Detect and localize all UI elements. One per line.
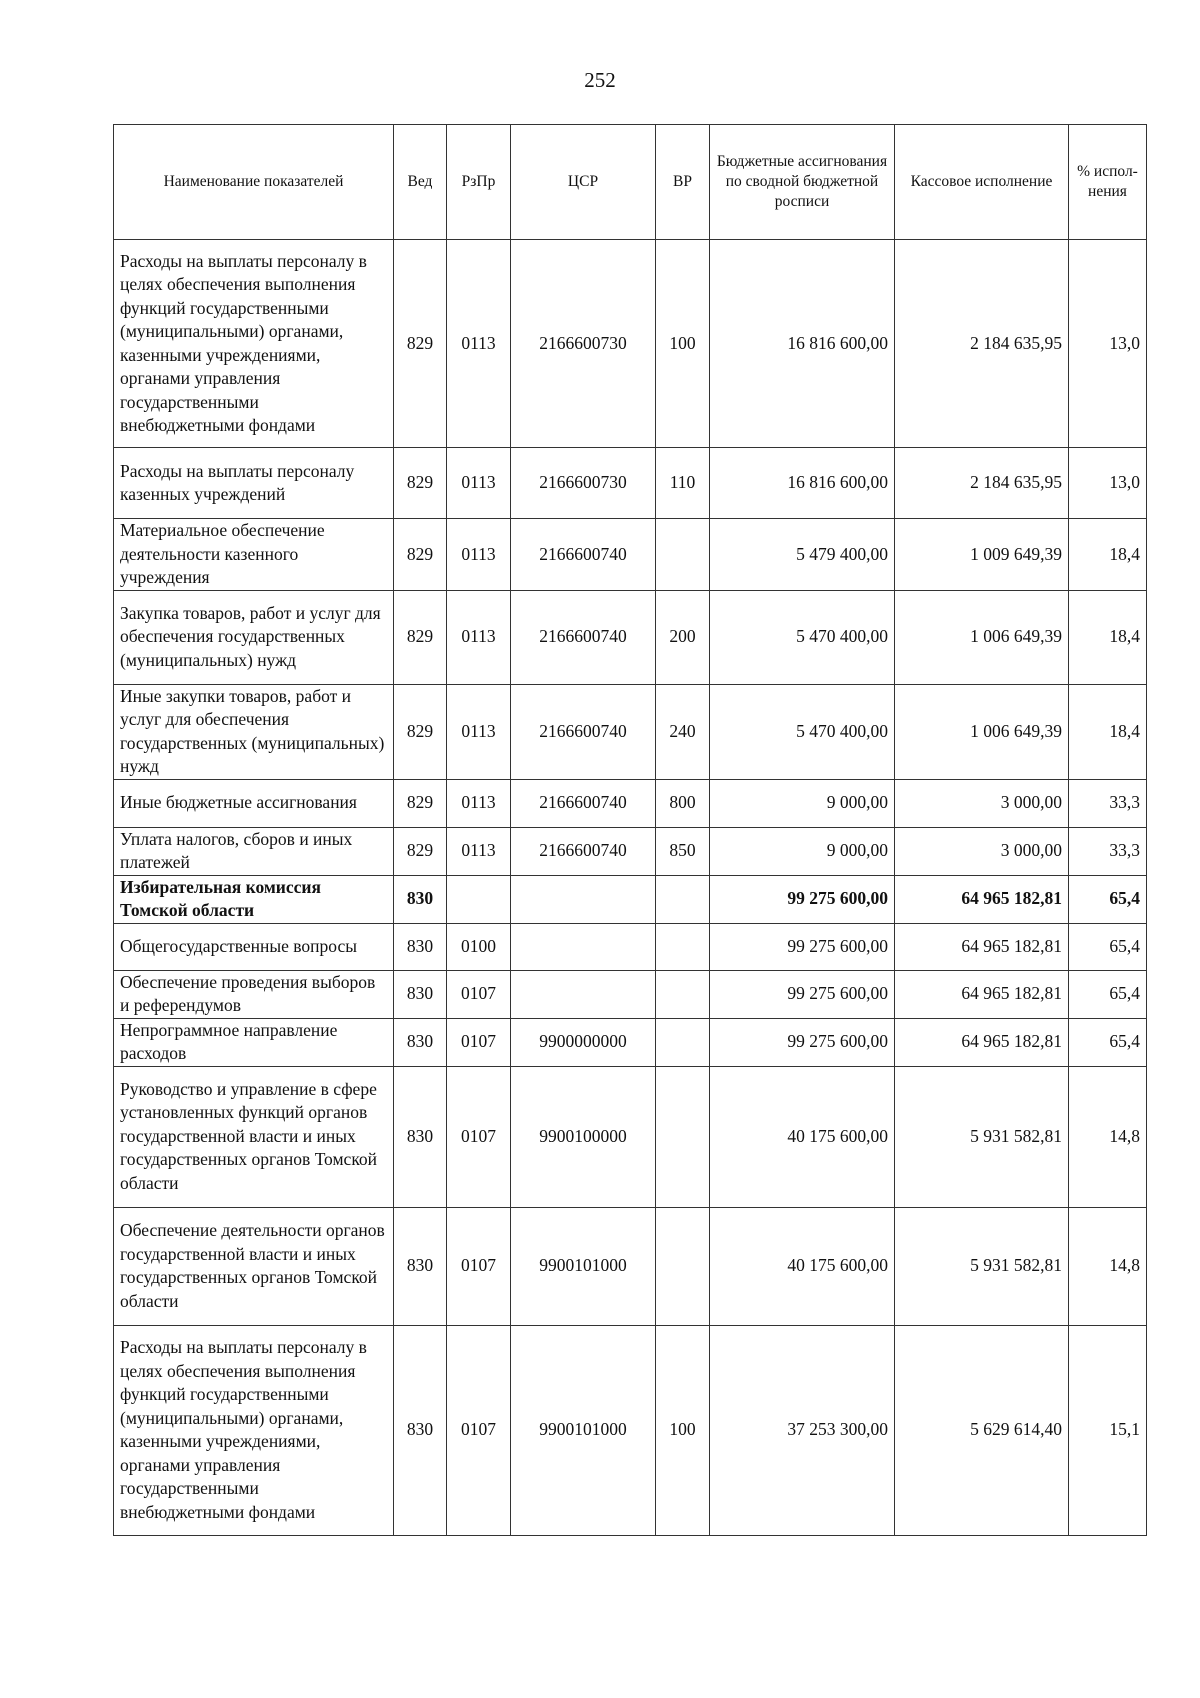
cell-allocation: 16 816 600,00	[710, 448, 895, 519]
cell-allocation: 5 470 400,00	[710, 684, 895, 779]
cell-vr	[656, 970, 710, 1018]
cell-name: Обеспечение деятельности органов государственной власти и иных государственных органов Томской области	[114, 1207, 394, 1325]
cell-rzpr	[447, 875, 511, 923]
cell-ved: 830	[394, 923, 447, 970]
cell-rzpr: 0113	[447, 827, 511, 875]
cell-vr: 110	[656, 448, 710, 519]
table-row	[114, 875, 1147, 923]
cell-csr: 9900101000	[511, 1325, 656, 1535]
cell-vr: 800	[656, 779, 710, 827]
cell-allocation: 40 175 600,00	[710, 1207, 895, 1325]
cell-execution-percent: 33,3	[1069, 779, 1147, 827]
cell-ved: 829	[394, 448, 447, 519]
cell-name: Закупка товаров, работ и услуг для обеспечения государственных (муниципальных) нужд	[114, 590, 394, 684]
cell-cash-execution: 2 184 635,95	[895, 240, 1069, 448]
cell-vr: 100	[656, 240, 710, 448]
cell-cash-execution: 64 965 182,81	[895, 1018, 1069, 1066]
cell-vr: 240	[656, 684, 710, 779]
cell-ved: 830	[394, 1325, 447, 1535]
table-row	[114, 779, 1147, 827]
table-row	[114, 923, 1147, 970]
table-row	[114, 519, 1147, 591]
cell-ved: 830	[394, 970, 447, 1018]
cell-ved: 830	[394, 1066, 447, 1207]
cell-execution-percent: 65,4	[1069, 970, 1147, 1018]
cell-ved: 829	[394, 827, 447, 875]
cell-allocation: 9 000,00	[710, 779, 895, 827]
cell-vr	[656, 923, 710, 970]
cell-execution-percent: 15,1	[1069, 1325, 1147, 1535]
cell-cash-execution: 3 000,00	[895, 827, 1069, 875]
cell-cash-execution: 64 965 182,81	[895, 875, 1069, 923]
header-execution-percent: % испол-нения	[1069, 125, 1147, 240]
cell-csr	[511, 970, 656, 1018]
cell-rzpr: 0113	[447, 519, 511, 591]
cell-rzpr: 0113	[447, 684, 511, 779]
cell-rzpr: 0107	[447, 1066, 511, 1207]
cell-execution-percent: 13,0	[1069, 240, 1147, 448]
header-ved: Вед	[394, 125, 447, 240]
cell-name: Обеспечение проведения выборов и референдумов	[114, 970, 394, 1018]
cell-rzpr: 0100	[447, 923, 511, 970]
cell-csr: 2166600730	[511, 240, 656, 448]
table-row	[114, 1325, 1147, 1535]
cell-csr: 2166600730	[511, 448, 656, 519]
cell-csr: 9900100000	[511, 1066, 656, 1207]
cell-name: Общегосударственные вопросы	[114, 923, 394, 970]
cell-cash-execution: 64 965 182,81	[895, 970, 1069, 1018]
cell-name: Иные бюджетные ассигнования	[114, 779, 394, 827]
cell-rzpr: 0107	[447, 1018, 511, 1066]
cell-cash-execution: 2 184 635,95	[895, 448, 1069, 519]
cell-rzpr: 0113	[447, 448, 511, 519]
page-number: 252	[584, 68, 616, 92]
budget-table	[113, 124, 1147, 1536]
header-rzpr: РзПр	[447, 125, 511, 240]
cell-cash-execution: 5 931 582,81	[895, 1207, 1069, 1325]
cell-execution-percent: 65,4	[1069, 1018, 1147, 1066]
cell-allocation: 40 175 600,00	[710, 1066, 895, 1207]
cell-execution-percent: 65,4	[1069, 923, 1147, 970]
cell-csr	[511, 875, 656, 923]
cell-csr: 2166600740	[511, 827, 656, 875]
cell-name: Расходы на выплаты персоналу в целях обеспечения выполнения функций государственными (муниципальными) органами, казенными учреждениями, органами управления государственными внебюджетными фондами	[114, 1325, 394, 1535]
header-cash-execution: Кассовое исполнение	[895, 125, 1069, 240]
header-csr: ЦСР	[511, 125, 656, 240]
cell-csr: 2166600740	[511, 519, 656, 591]
cell-cash-execution: 64 965 182,81	[895, 923, 1069, 970]
cell-allocation: 99 275 600,00	[710, 1018, 895, 1066]
cell-vr	[656, 519, 710, 591]
cell-ved: 829	[394, 240, 447, 448]
cell-name: Непрограммное направление расходов	[114, 1018, 394, 1066]
cell-allocation: 9 000,00	[710, 827, 895, 875]
cell-ved: 830	[394, 1207, 447, 1325]
cell-name: Расходы на выплаты персоналу казенных учреждений	[114, 448, 394, 519]
table-row	[114, 448, 1147, 519]
cell-name: Руководство и управление в сфере установленных функций органов государственной власти и иных государственных органов Томской области	[114, 1066, 394, 1207]
cell-rzpr: 0107	[447, 970, 511, 1018]
header-allocations: Бюджетные ассигнования по сводной бюджетной росписи	[710, 125, 895, 240]
cell-execution-percent: 33,3	[1069, 827, 1147, 875]
cell-csr: 2166600740	[511, 779, 656, 827]
cell-rzpr: 0107	[447, 1207, 511, 1325]
cell-vr: 850	[656, 827, 710, 875]
cell-csr	[511, 923, 656, 970]
cell-csr: 2166600740	[511, 684, 656, 779]
table-row	[114, 1207, 1147, 1325]
cell-rzpr: 0113	[447, 240, 511, 448]
cell-rzpr: 0113	[447, 779, 511, 827]
table-row	[114, 684, 1147, 779]
cell-name: Уплата налогов, сборов и иных платежей	[114, 827, 394, 875]
cell-execution-percent: 65,4	[1069, 875, 1147, 923]
cell-vr: 100	[656, 1325, 710, 1535]
cell-ved: 829	[394, 519, 447, 591]
header-row	[114, 125, 1147, 240]
cell-name: Расходы на выплаты персоналу в целях обеспечения выполнения функций государственными (муниципальными) органами, казенными учреждениями, органами управления государственными внебюджетными фондами	[114, 240, 394, 448]
table-row	[114, 240, 1147, 448]
cell-allocation: 99 275 600,00	[710, 970, 895, 1018]
cell-execution-percent: 18,4	[1069, 684, 1147, 779]
table-row	[114, 1018, 1147, 1066]
cell-csr: 9900101000	[511, 1207, 656, 1325]
table-body	[114, 240, 1147, 1536]
cell-vr	[656, 1207, 710, 1325]
cell-vr	[656, 1018, 710, 1066]
header-name: Наименование показателей	[114, 125, 394, 240]
cell-csr: 2166600740	[511, 590, 656, 684]
cell-allocation: 99 275 600,00	[710, 923, 895, 970]
table-row	[114, 827, 1147, 875]
cell-ved: 830	[394, 875, 447, 923]
cell-rzpr: 0113	[447, 590, 511, 684]
cell-allocation: 37 253 300,00	[710, 1325, 895, 1535]
cell-vr: 200	[656, 590, 710, 684]
cell-cash-execution: 1 009 649,39	[895, 519, 1069, 591]
cell-cash-execution: 1 006 649,39	[895, 590, 1069, 684]
cell-vr	[656, 1066, 710, 1207]
cell-allocation: 99 275 600,00	[710, 875, 895, 923]
cell-cash-execution: 3 000,00	[895, 779, 1069, 827]
cell-execution-percent: 18,4	[1069, 590, 1147, 684]
table-row	[114, 1066, 1147, 1207]
cell-allocation: 5 470 400,00	[710, 590, 895, 684]
cell-cash-execution: 5 931 582,81	[895, 1066, 1069, 1207]
cell-name: Иные закупки товаров, работ и услуг для обеспечения государственных (муниципальных) нужд	[114, 684, 394, 779]
table-row	[114, 590, 1147, 684]
cell-ved: 829	[394, 590, 447, 684]
cell-allocation: 5 479 400,00	[710, 519, 895, 591]
cell-ved: 829	[394, 684, 447, 779]
header-vr: ВР	[656, 125, 710, 240]
cell-cash-execution: 5 629 614,40	[895, 1325, 1069, 1535]
cell-name: Избирательная комиссия Томской области	[114, 875, 394, 923]
cell-execution-percent: 14,8	[1069, 1066, 1147, 1207]
table-row	[114, 970, 1147, 1018]
cell-execution-percent: 18,4	[1069, 519, 1147, 591]
cell-vr	[656, 875, 710, 923]
cell-allocation: 16 816 600,00	[710, 240, 895, 448]
cell-name: Материальное обеспечение деятельности казенного учреждения	[114, 519, 394, 591]
cell-ved: 829	[394, 779, 447, 827]
cell-csr: 9900000000	[511, 1018, 656, 1066]
cell-rzpr: 0107	[447, 1325, 511, 1535]
cell-ved: 830	[394, 1018, 447, 1066]
cell-execution-percent: 14,8	[1069, 1207, 1147, 1325]
cell-execution-percent: 13,0	[1069, 448, 1147, 519]
cell-cash-execution: 1 006 649,39	[895, 684, 1069, 779]
